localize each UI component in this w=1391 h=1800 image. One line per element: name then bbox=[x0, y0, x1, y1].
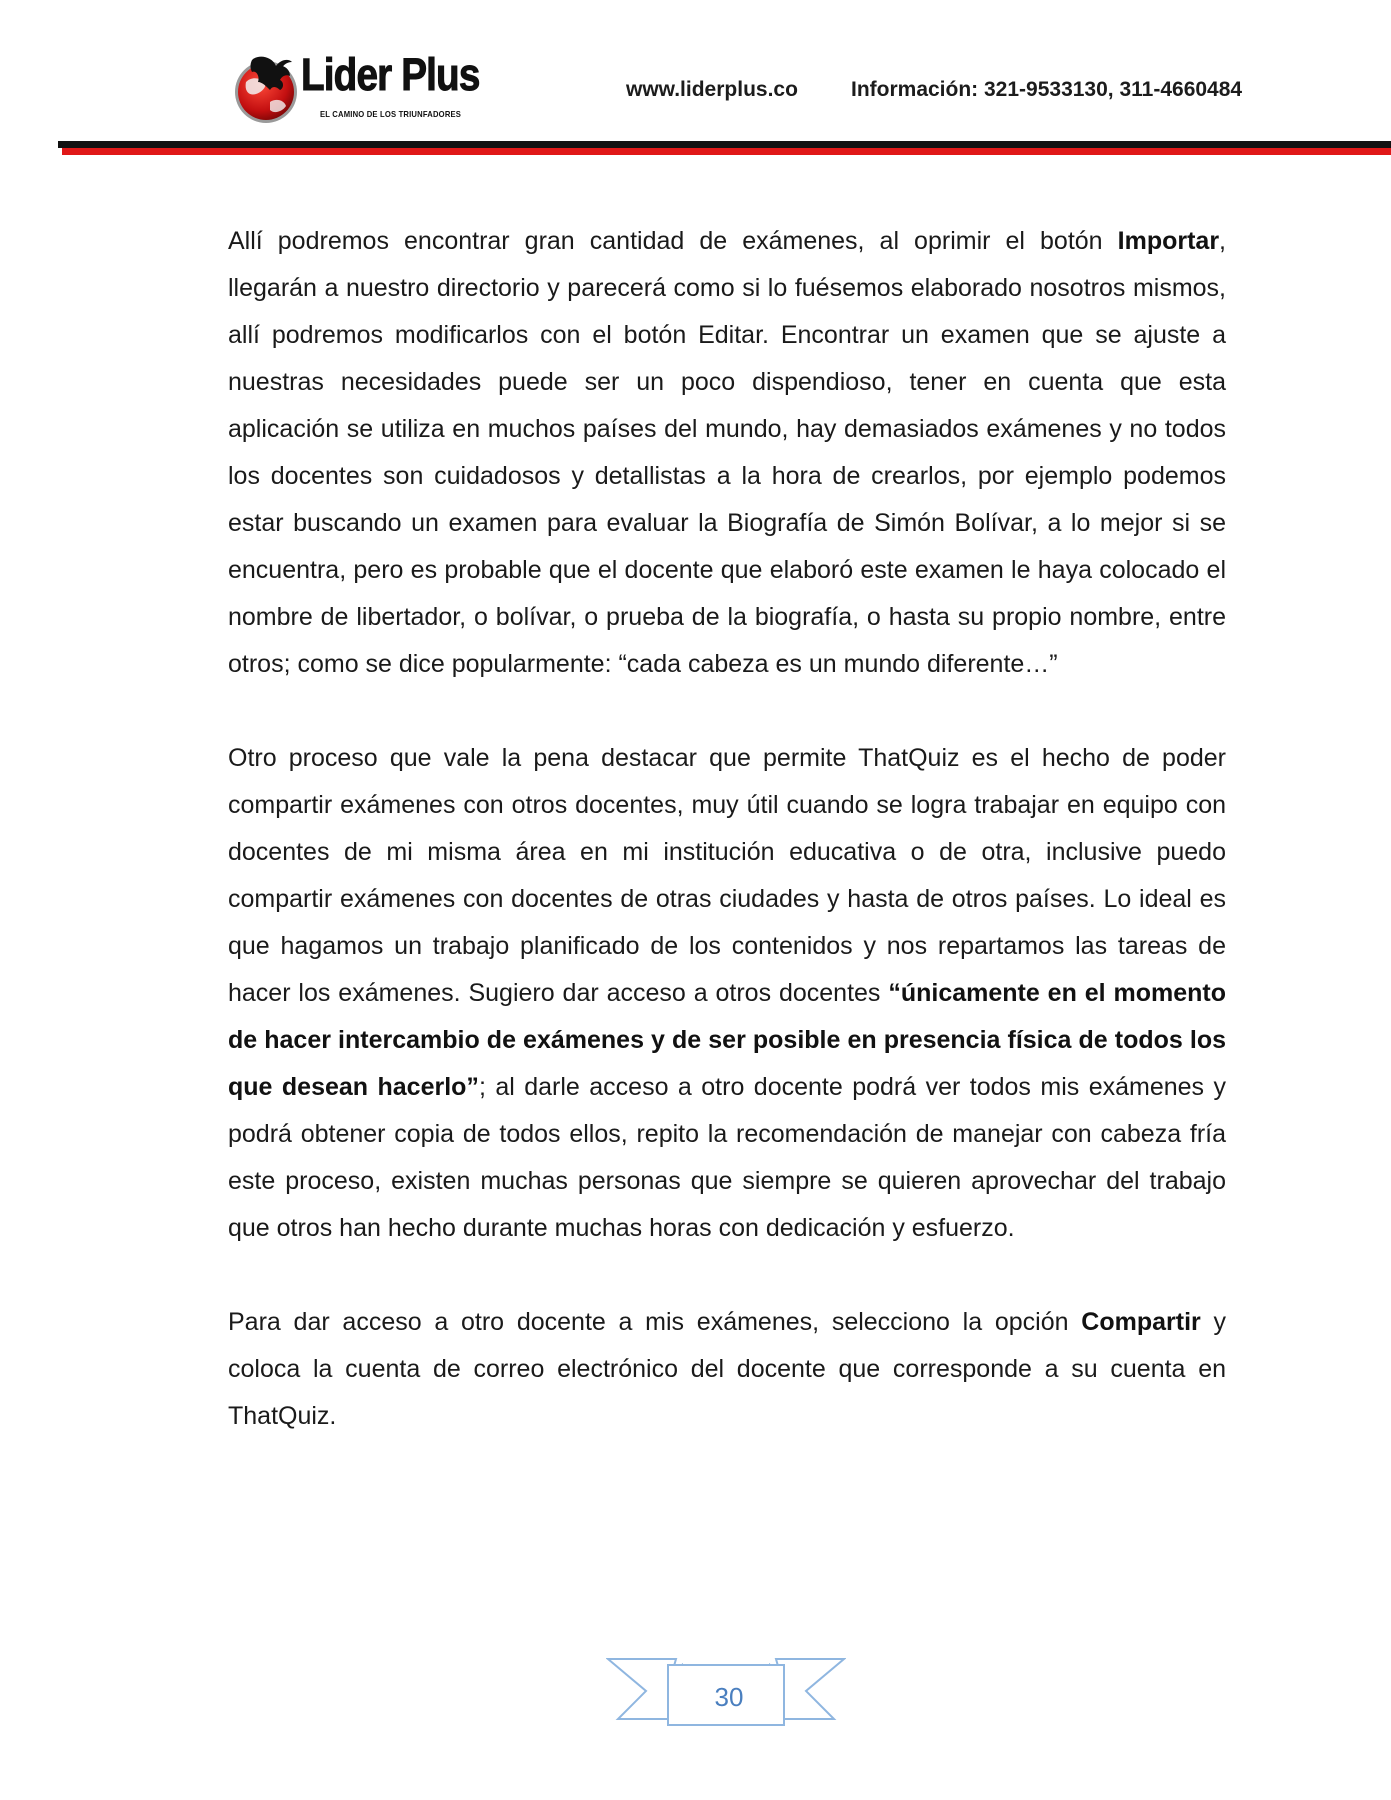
globe-bull-icon bbox=[232, 52, 304, 128]
paragraph-text: , llegarán a nuestro directorio y parecerá como si lo fuésemos elaborado nosotros mismos, allí podremos modificarlos con el botón Editar. Encontrar un examen que se ajuste a nuestras necesidades puede ser un poco dispendioso, tener en cuenta que esta aplicación se utiliza en muchos países del mundo, hay demasiados exámenes y no todos los docentes son cuidadosos y detallistas a la hora de crearlos, por ejemplo podemos estar buscando un examen para evaluar la Biografía de Simón Bolívar, a lo mejor si se encuentra, pero es probable que el docente que elaboró este examen le haya colocado el nombre de libertador, o bolívar, o prueba de la biografía, o hasta su propio nombre, entre otros; como se dice popularmente: “cada cabeza es un mundo diferente…” bbox=[228, 227, 1226, 678]
header-contact: Información: 321-9533130, 311-4660484 bbox=[851, 78, 1243, 101]
paragraph-text: ; al darle acceso a otro docente podrá ver todos mis exámenes y podrá obtener copia de todos ellos, repito la recomendación de manejar con cabeza fría este proceso, existen muchas personas que siempre se quieren aprovechar del trabajo que otros han hecho durante muchas horas con dedicación y esfuerzo. bbox=[228, 1073, 1226, 1242]
logo-tagline: EL CAMINO DE LOS TRIUNFADORES bbox=[320, 109, 462, 119]
logo-brand-text: Lider Plus bbox=[301, 49, 480, 100]
header-rule-red bbox=[62, 148, 1391, 155]
paragraph-text: y coloca la cuenta de correo electrónico del docente que corresponde a su cuenta en ThatQuiz. bbox=[228, 1308, 1227, 1430]
lider-plus-logo bbox=[232, 49, 492, 128]
paragraph bbox=[228, 218, 1226, 688]
header-rule-black bbox=[58, 141, 1391, 148]
paragraph bbox=[228, 1299, 1226, 1440]
header-website: www.liderplus.co bbox=[626, 78, 798, 101]
paragraph-text: Para dar acceso a otro docente a mis exámenes, selecciono la opción bbox=[228, 1308, 1082, 1336]
page-header bbox=[0, 0, 1391, 165]
page-number: 30 bbox=[714, 1682, 744, 1712]
bold-term-importar: Importar bbox=[1117, 227, 1220, 255]
paragraph-text: Allí podremos encontrar gran cantidad de exámenes, al oprimir el botón bbox=[228, 227, 1118, 255]
page-body bbox=[228, 218, 1226, 1487]
bold-recommendation: “únicamente en el momento de hacer intercambio de exámenes y de ser posible en presencia física de todos los que desean hacerlo” bbox=[228, 979, 1226, 1101]
paragraph-text: Otro proceso que vale la pena destacar que permite ThatQuiz es el hecho de poder compartir exámenes con otros docentes, muy útil cuando se logra trabajar en equipo con docentes de mi misma área en mi institución educativa o de otra, inclusive puedo compartir exámenes con docentes de otras ciudades y hasta de otros países. Lo ideal es que hagamos un trabajo planificado de los contenidos y nos repartamos las tareas de hacer los exámenes. Sugiero dar acceso a otros docentes bbox=[228, 744, 1226, 1007]
bold-term-compartir: Compartir bbox=[1081, 1308, 1201, 1336]
paragraph bbox=[228, 735, 1226, 1252]
